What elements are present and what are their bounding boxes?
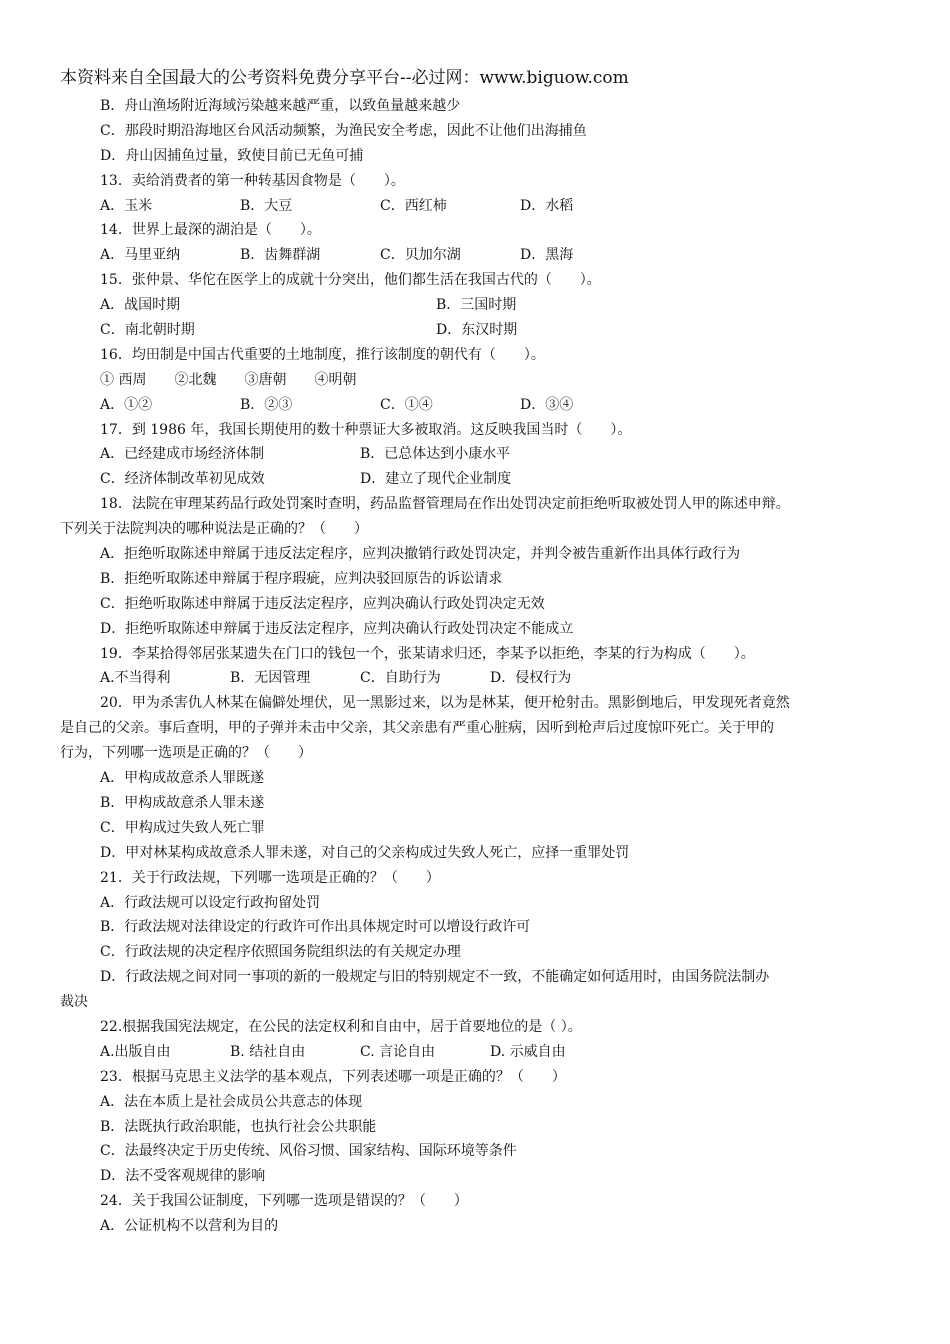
q16-option-d: D．③④ <box>520 396 574 413</box>
q20-option-c: C．甲构成过失致人死亡罪 <box>100 819 265 836</box>
q24-stem: 24．关于我国公证制度，下列哪一选项是错误的？（ ） <box>100 1193 468 1210</box>
q19-options <box>60 666 902 691</box>
q19-option-c: C．自助行为 <box>360 670 441 687</box>
q18-option-a: A．拒绝听取陈述申辩属于违反法定程序，应判决撤销行政处罚决定，并判令被告重新作出具体行政行为 <box>100 546 741 563</box>
q22-option-d: D. 示威自由 <box>490 1043 566 1060</box>
q13-options <box>60 194 902 219</box>
q15-options-row2 <box>60 318 902 343</box>
q13-option-a: A．玉米 <box>100 197 153 214</box>
q22-stem: 22.根据我国宪法规定，在公民的法定权利和自由中，居于首要地位的是（ ）。 <box>100 1018 582 1035</box>
q23-stem: 23．根据马克思主义法学的基本观点，下列表述哪一项是正确的？（ ） <box>100 1068 566 1085</box>
q20-stem-line3: 行为，下列哪一选项是正确的？（ ） <box>60 745 312 762</box>
q19-option-d: D．侵权行为 <box>490 670 572 687</box>
q13-option-d: D．水稻 <box>520 197 574 214</box>
q13-stem: 13．卖给消费者的第一种转基因食物是（ ）。 <box>100 172 405 189</box>
q22-option-a: A.出版自由 <box>100 1043 171 1060</box>
q20-option-b: B．甲构成故意杀人罪未遂 <box>100 794 265 811</box>
q16-stem: 16．均田制是中国古代重要的土地制度，推行该制度的朝代有（ ）。 <box>100 346 545 363</box>
source-header: 本资料来自全国最大的公考资料免费分享平台--必过网：www.biguow.com <box>60 68 629 88</box>
q22-options <box>60 1040 902 1065</box>
q12-option-c: C．那段时期沿海地区台风活动频繁，为渔民安全考虑，因此不让他们出海捕鱼 <box>100 122 587 139</box>
q21-option-c: C．行政法规的决定程序依照国务院组织法的有关规定办理 <box>100 944 461 961</box>
q15-option-d: D．东汉时期 <box>436 322 518 339</box>
q17-option-c: C．经济体制改革初见成效 <box>100 471 265 488</box>
q19-stem: 19．李某拾得邻居张某遗失在门口的钱包一个，张某请求归还，李某予以拒绝，李某的行为构成（ ）。 <box>100 645 755 662</box>
q23-option-a: A．法在本质上是社会成员公共意志的体现 <box>100 1093 363 1110</box>
q20-stem-line1: 20．甲为杀害仇人林某在偏僻处埋伏，见一黑影过来，以为是林某，便开枪射击。黑影倒地后，甲发现死者竟然 <box>100 695 790 712</box>
q15-option-a: A．战国时期 <box>100 297 181 314</box>
q16-options <box>60 393 902 418</box>
q19-option-b: B．无因管理 <box>230 670 311 687</box>
q22-option-b: B. 结社自由 <box>230 1043 306 1060</box>
q14-option-c: C．贝加尔湖 <box>380 247 461 264</box>
q12-option-d: D．舟山因捕鱼过量，致使目前已无鱼可捕 <box>100 147 364 164</box>
q20-stem-line2: 是自己的父亲。事后查明，甲的子弹并未击中父亲，其父亲患有严重心脏病，因听到枪声后过度惊吓死亡。关于甲的 <box>60 720 774 737</box>
q21-option-a: A．行政法规可以设定行政拘留处罚 <box>100 894 321 911</box>
q15-option-b: B．三国时期 <box>436 297 517 314</box>
q13-option-c: C．西红柿 <box>380 197 447 214</box>
q18-option-b: B．拒绝听取陈述申辩属于程序瑕疵，应判决驳回原告的诉讼请求 <box>100 570 503 587</box>
q21-option-d-line2: 裁决 <box>60 994 88 1011</box>
q14-option-d: D．黑海 <box>520 247 574 264</box>
q23-option-d: D．法不受客观规律的影响 <box>100 1168 266 1185</box>
q18-stem-line2: 下列关于法院判决的哪种说法是正确的？（ ） <box>60 521 368 538</box>
q15-options-row1 <box>60 293 902 318</box>
q23-option-c: C．法最终决定于历史传统、风俗习惯、国家结构、国际环境等条件 <box>100 1143 517 1160</box>
q18-option-c: C．拒绝听取陈述申辩属于违反法定程序，应判决确认行政处罚决定无效 <box>100 595 545 612</box>
q16-option-a: A．①② <box>100 396 153 413</box>
q13-option-b: B．大豆 <box>240 197 293 214</box>
q12-option-b: B．舟山渔场附近海域污染越来越严重，以致鱼量越来越少 <box>100 98 461 114</box>
q19-option-a: A.不当得利 <box>100 670 171 687</box>
q24-option-a: A．公证机构不以营利为目的 <box>100 1218 279 1235</box>
q14-stem: 14．世界上最深的湖泊是（ ）。 <box>100 222 321 239</box>
q18-stem-line1: 18．法院在审理某药品行政处罚案时查明，药品监督管理局在作出处罚决定前拒绝听取被处罚人甲的陈述申辩。 <box>100 496 790 513</box>
q14-option-a: A．马里亚纳 <box>100 247 181 264</box>
q18-option-d: D．拒绝听取陈述申辩属于违反法定程序，应判决确认行政处罚决定不能成立 <box>100 620 574 637</box>
q21-stem: 21．关于行政法规，下列哪一选项是正确的？（ ） <box>100 869 440 886</box>
q14-option-b: B．齿舞群湖 <box>240 247 321 264</box>
q17-options-row1 <box>60 442 902 467</box>
q17-option-b: B．已总体达到小康水平 <box>360 446 511 463</box>
q17-option-a: A．已经建成市场经济体制 <box>100 446 265 463</box>
q22-option-c: C. 言论自由 <box>360 1043 436 1060</box>
q15-stem: 15．张仲景、华佗在医学上的成就十分突出，他们都生活在我国古代的（ ）。 <box>100 272 601 289</box>
q16-items: ① 西周 ②北魏 ③唐朝 ④明朝 <box>100 371 357 388</box>
q14-options <box>60 243 902 268</box>
q21-option-b: B．行政法规对法律设定的行政许可作出具体规定时可以增设行政许可 <box>100 919 531 936</box>
q17-options-row2 <box>60 467 902 492</box>
question-list <box>60 94 902 1239</box>
q20-option-d: D．甲对林某构成故意杀人罪未遂，对自己的父亲构成过失致人死亡，应择一重罪处罚 <box>100 844 630 861</box>
q17-stem: 17．到 1986 年，我国长期使用的数十种票证大多被取消。这反映我国当时（ ）。 <box>100 421 632 438</box>
q15-option-c: C．南北朝时期 <box>100 322 195 339</box>
q16-option-c: C．①④ <box>380 396 433 413</box>
q20-option-a: A．甲构成故意杀人罪既遂 <box>100 770 265 787</box>
q21-option-d-line1: D．行政法规之间对同一事项的新的一般规定与旧的特别规定不一致，不能确定如何适用时，由国务院法制办 <box>100 969 770 986</box>
q16-option-b: B．②③ <box>240 396 293 413</box>
q17-option-d: D．建立了现代企业制度 <box>360 471 512 488</box>
q23-option-b: B．法既执行政治职能，也执行社会公共职能 <box>100 1118 377 1135</box>
